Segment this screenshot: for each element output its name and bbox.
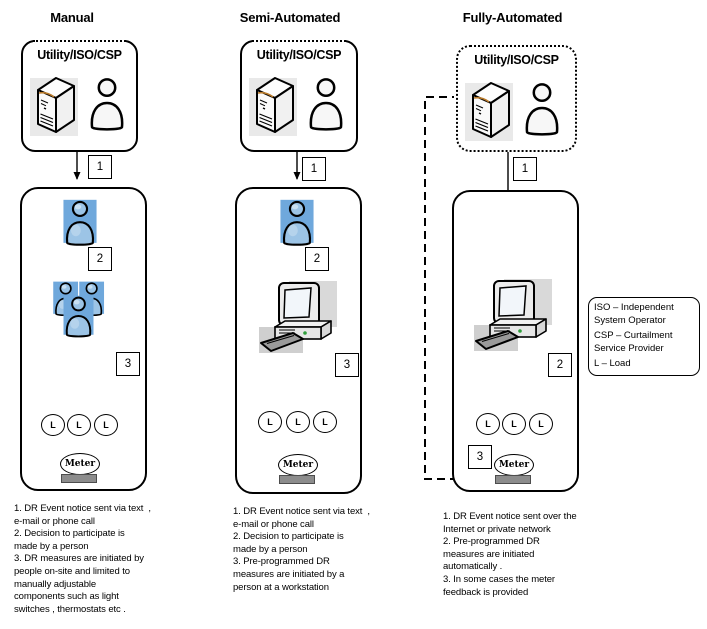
operator-person-icon xyxy=(520,81,564,137)
column-title-manual: Manual xyxy=(50,10,94,25)
note-line: people on-site and limited to xyxy=(14,565,130,577)
note-line: manually adjustable xyxy=(14,578,97,590)
note-line: 2. Decision to participate is xyxy=(233,531,344,543)
people-group-icon xyxy=(52,279,108,347)
load-node: L xyxy=(67,414,91,436)
load-node: L xyxy=(313,411,337,433)
operator-person-icon xyxy=(304,76,348,132)
legend-line: ISO – Independent xyxy=(594,302,674,313)
notes-manual xyxy=(14,503,184,616)
note-line: measures are initiated by a xyxy=(233,568,345,580)
load-node: L xyxy=(41,414,65,436)
utility-box-manual xyxy=(21,40,138,152)
note-line: made by a person xyxy=(14,540,89,552)
step-2-label-semi: 2 xyxy=(305,247,329,271)
load-node: L xyxy=(258,411,282,433)
note-line: person at a workstation xyxy=(233,581,329,593)
meter-node: Meter xyxy=(278,454,318,476)
step-2-label-manual: 2 xyxy=(88,247,112,271)
operator-person-icon xyxy=(85,76,129,132)
load-node: L xyxy=(529,413,553,435)
utility-label: Utility/ISO/CSP xyxy=(256,48,342,62)
utility-label: Utility/ISO/CSP xyxy=(474,53,559,67)
load-node: L xyxy=(476,413,500,435)
server-tower-icon xyxy=(463,75,515,143)
utility-box-semi xyxy=(240,40,358,152)
note-line: feedback is provided xyxy=(443,586,529,598)
column-title-semi-automated: Semi-Automated xyxy=(239,10,341,25)
meter-node: Meter xyxy=(494,454,534,476)
legend-line: CSP – Curtailment xyxy=(594,330,673,341)
blue-person-icon xyxy=(61,199,99,247)
step-3-label-semi: 3 xyxy=(335,353,359,377)
column-title-fully-automated: Fully-Automated xyxy=(462,10,563,25)
note-line: 3. Pre-programmed DR xyxy=(233,556,330,568)
note-line: 1. DR Event notice sent via text , xyxy=(233,506,370,517)
dotted-top-edge xyxy=(33,40,126,46)
note-line: e-mail or phone call xyxy=(233,518,314,530)
load-node: L xyxy=(286,411,310,433)
legend-line: L – Load xyxy=(594,358,631,369)
note-line: 2. Decision to participate is xyxy=(14,528,125,540)
blue-person-icon xyxy=(278,199,316,247)
note-line: measures are initiated xyxy=(443,548,535,560)
note-line: e-mail or phone call xyxy=(14,515,95,527)
load-node: L xyxy=(94,414,118,436)
notes-fully xyxy=(443,511,613,599)
legend-line: System Operator xyxy=(594,314,666,326)
note-line: 3. In some cases the meter xyxy=(443,573,555,585)
note-line: 3. DR measures are initiated by xyxy=(14,553,144,565)
desktop-computer-icon xyxy=(259,281,339,353)
meter-base xyxy=(61,474,97,483)
dotted-top-edge xyxy=(252,40,346,46)
legend-line: Service Provider xyxy=(594,342,664,354)
notes-semi xyxy=(233,506,398,594)
note-line: automatically . xyxy=(443,561,503,573)
note-line: components such as light xyxy=(14,591,119,603)
legend-box xyxy=(588,297,700,376)
note-line: 1. DR Event notice sent via text , xyxy=(14,503,151,514)
step-3-label-manual: 3 xyxy=(116,352,140,376)
note-line: switches , thermostats etc . xyxy=(14,603,126,615)
note-line: Internet or private network xyxy=(443,523,551,535)
step-1-label-manual: 1 xyxy=(88,155,112,179)
server-tower-icon xyxy=(247,70,299,138)
utility-label: Utility/ISO/CSP xyxy=(37,48,122,62)
meter-base xyxy=(279,475,315,484)
meter-base xyxy=(495,475,531,484)
load-node: L xyxy=(502,413,526,435)
desktop-computer-icon xyxy=(474,279,554,351)
note-line: 2. Pre-programmed DR xyxy=(443,536,540,548)
server-tower-icon xyxy=(28,70,80,138)
step-2-label-fully: 2 xyxy=(548,353,572,377)
note-line: 1. DR Event notice sent over the xyxy=(443,511,577,522)
meter-node: Meter xyxy=(60,453,100,475)
step-1-label-fully: 1 xyxy=(513,157,537,181)
step-1-label-semi: 1 xyxy=(302,157,326,181)
utility-box-fully xyxy=(456,45,577,152)
note-line: made by a person xyxy=(233,543,308,555)
step-3-label-fully: 3 xyxy=(468,445,492,469)
